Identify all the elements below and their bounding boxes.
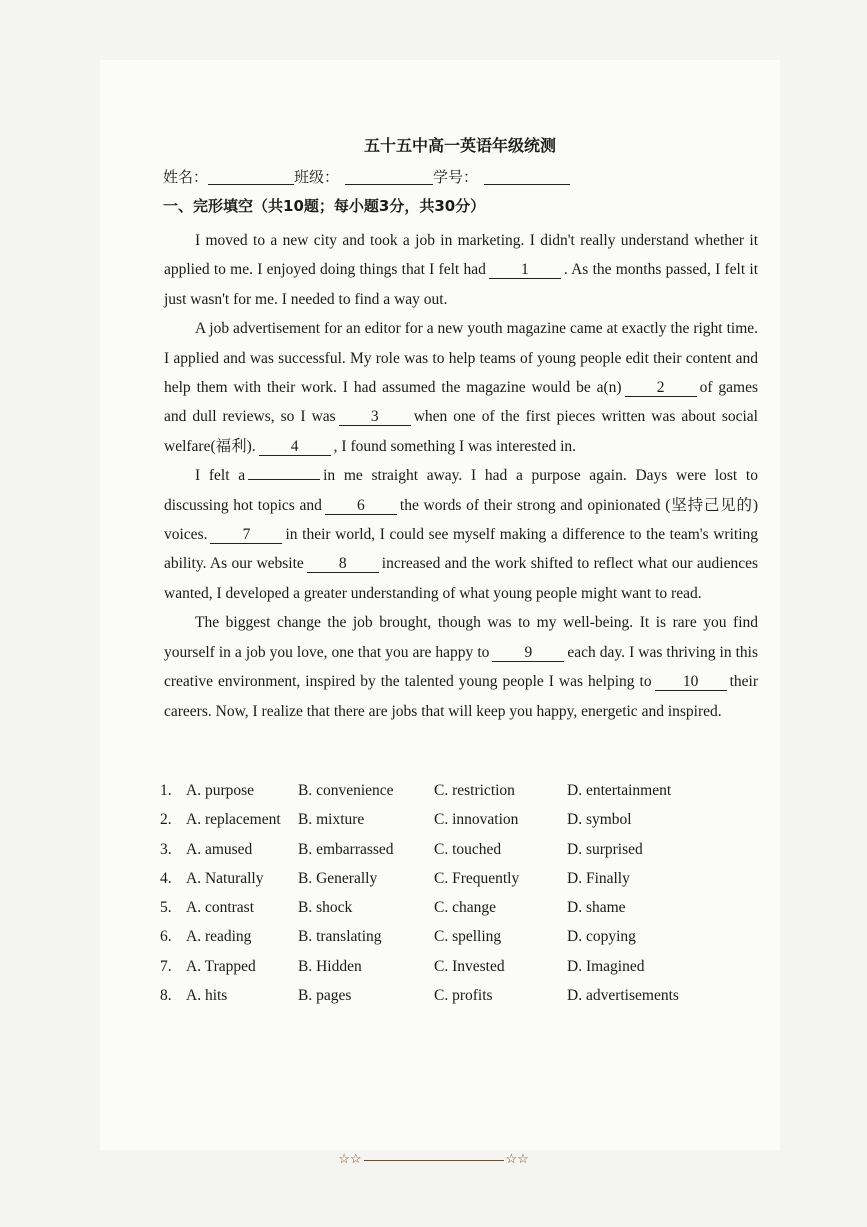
question-options-row: [160, 870, 760, 899]
option-a[interactable]: A. replacement: [186, 811, 281, 829]
option-c[interactable]: C. Frequently: [434, 869, 520, 887]
name-label: 姓名：: [163, 168, 209, 186]
answer-blank[interactable]: 3: [339, 408, 411, 426]
answer-blank[interactable]: 1: [489, 261, 561, 279]
passage-paragraph: [164, 314, 758, 461]
passage-paragraph: [164, 608, 758, 726]
option-a[interactable]: A. purpose: [186, 782, 255, 799]
question-options-row: [160, 958, 760, 987]
option-b[interactable]: B. shock: [298, 899, 353, 917]
footer-stars-right: ☆☆: [505, 1151, 529, 1166]
passage-text: when one of the first pieces written was about social welfare(福利).: [164, 408, 758, 455]
option-c[interactable]: C. change: [434, 899, 496, 917]
page-footer: [0, 1151, 867, 1167]
answer-blank[interactable]: 2: [625, 379, 697, 397]
footer-rule: [364, 1160, 504, 1161]
option-d[interactable]: D. surprised: [567, 840, 643, 858]
passage-text: A job advertisement for an editor for a new youth magazine came at exactly the right time. I applied and was successful. My role was to help teams of young people edit their content and help them with their work. I had assumed the magazine would be a(n): [164, 320, 758, 397]
option-b[interactable]: B. Hidden: [298, 957, 362, 975]
student-info-line: [163, 166, 570, 187]
passage-text: the words of their strong and opinionated (坚持己见的) voices.: [164, 496, 758, 544]
passage-text: their careers. Now, I realize that there are jobs that will keep you happy, energetic and inspired.: [164, 673, 758, 720]
option-b[interactable]: B. mixture: [298, 811, 365, 829]
question-number: 1.: [160, 782, 172, 799]
option-b[interactable]: B. embarrassed: [298, 840, 394, 858]
option-b[interactable]: B. convenience: [298, 782, 394, 799]
option-a[interactable]: A. Naturally: [186, 869, 264, 887]
passage-paragraph: [164, 226, 758, 314]
passage-text: in their world, I could see myself making a difference to the team's writing ability. As our website: [164, 526, 758, 573]
option-d[interactable]: D. copying: [567, 928, 636, 946]
question-options-row: [160, 928, 760, 957]
option-b[interactable]: B. Generally: [298, 869, 378, 887]
passage-text: , I found something I was interested in.: [333, 437, 577, 455]
option-c[interactable]: C. innovation: [434, 811, 519, 829]
exam-title: 五十五中高一英语年级统测: [363, 136, 556, 155]
option-c[interactable]: C. restriction: [434, 782, 515, 799]
option-c[interactable]: C. touched: [434, 840, 502, 858]
passage-text: I felt a: [195, 467, 246, 485]
question-options-row: [160, 841, 760, 870]
question-number: 8.: [160, 987, 172, 1005]
option-d[interactable]: D. symbol: [567, 811, 632, 829]
passage-text: each day. I was thriving in this creative environment, inspired by the talented young people I was helping to: [164, 643, 758, 691]
passage-text: The biggest change the job brought, though was to my well-being. It is rare you find yourself in a job you love, one that you are happy to: [164, 614, 758, 661]
cloze-passage: [164, 226, 758, 726]
question-number: 3.: [160, 840, 172, 858]
options-list: [160, 782, 760, 1016]
question-number: 4.: [160, 869, 172, 887]
question-number: 5.: [160, 899, 172, 917]
question-number: 2.: [160, 811, 172, 829]
option-a[interactable]: A. reading: [186, 928, 252, 946]
passage-text: of games and dull reviews, so I was: [164, 379, 758, 426]
option-d[interactable]: D. Imagined: [567, 957, 645, 975]
option-c[interactable]: C. Invested: [434, 957, 505, 975]
class-label: 班级：: [294, 168, 340, 186]
option-d[interactable]: D. Finally: [567, 869, 630, 887]
question-options-row: [160, 811, 760, 840]
answer-blank[interactable]: [248, 479, 320, 480]
option-d[interactable]: D. entertainment: [567, 782, 672, 799]
option-b[interactable]: B. translating: [298, 928, 382, 946]
answer-blank[interactable]: 10: [655, 673, 727, 691]
option-b[interactable]: B. pages: [298, 987, 352, 1005]
option-c[interactable]: C. spelling: [434, 928, 502, 946]
passage-text: . As the months passed, I felt it just wasn't for me. I needed to find a way out.: [164, 261, 759, 308]
answer-blank[interactable]: 8: [307, 555, 379, 573]
passage-paragraph: [164, 461, 758, 608]
passage-text: increased and the work shifted to reflect what our audiences wanted, I developed a greater understanding of what young people might want to read.: [164, 555, 759, 602]
footer-stars-left: ☆☆: [338, 1151, 362, 1166]
option-a[interactable]: A. hits: [186, 987, 228, 1005]
passage-text: in me straight away. I had a purpose again. Days were lost to discussing hot topics and: [164, 467, 758, 514]
section-heading: 一、完形填空（共10题；每小题3分，共30分）: [163, 197, 486, 215]
question-options-row: [160, 987, 760, 1016]
option-d[interactable]: D. shame: [567, 899, 626, 917]
class-blank[interactable]: [345, 184, 433, 185]
answer-blank[interactable]: 7: [210, 526, 282, 544]
passage-text: I moved to a new city and took a job in marketing. I didn't really understand whether it applied to me. I enjoyed doing things that I felt had: [164, 232, 758, 279]
id-blank[interactable]: [484, 184, 570, 185]
question-number: 7.: [160, 957, 172, 975]
answer-blank[interactable]: 6: [325, 497, 397, 515]
option-a[interactable]: A. amused: [186, 840, 253, 858]
question-options-row: [160, 899, 760, 928]
answer-blank[interactable]: 9: [492, 644, 564, 662]
option-d[interactable]: D. advertisements: [567, 987, 679, 1005]
id-label: 学号：: [433, 168, 479, 186]
option-a[interactable]: A. Trapped: [186, 957, 256, 975]
option-a[interactable]: A. contrast: [186, 899, 255, 917]
option-c[interactable]: C. profits: [434, 987, 493, 1005]
name-blank[interactable]: [208, 184, 294, 185]
question-number: 6.: [160, 928, 172, 946]
question-options-row: [160, 782, 760, 811]
answer-blank[interactable]: 4: [259, 438, 331, 456]
